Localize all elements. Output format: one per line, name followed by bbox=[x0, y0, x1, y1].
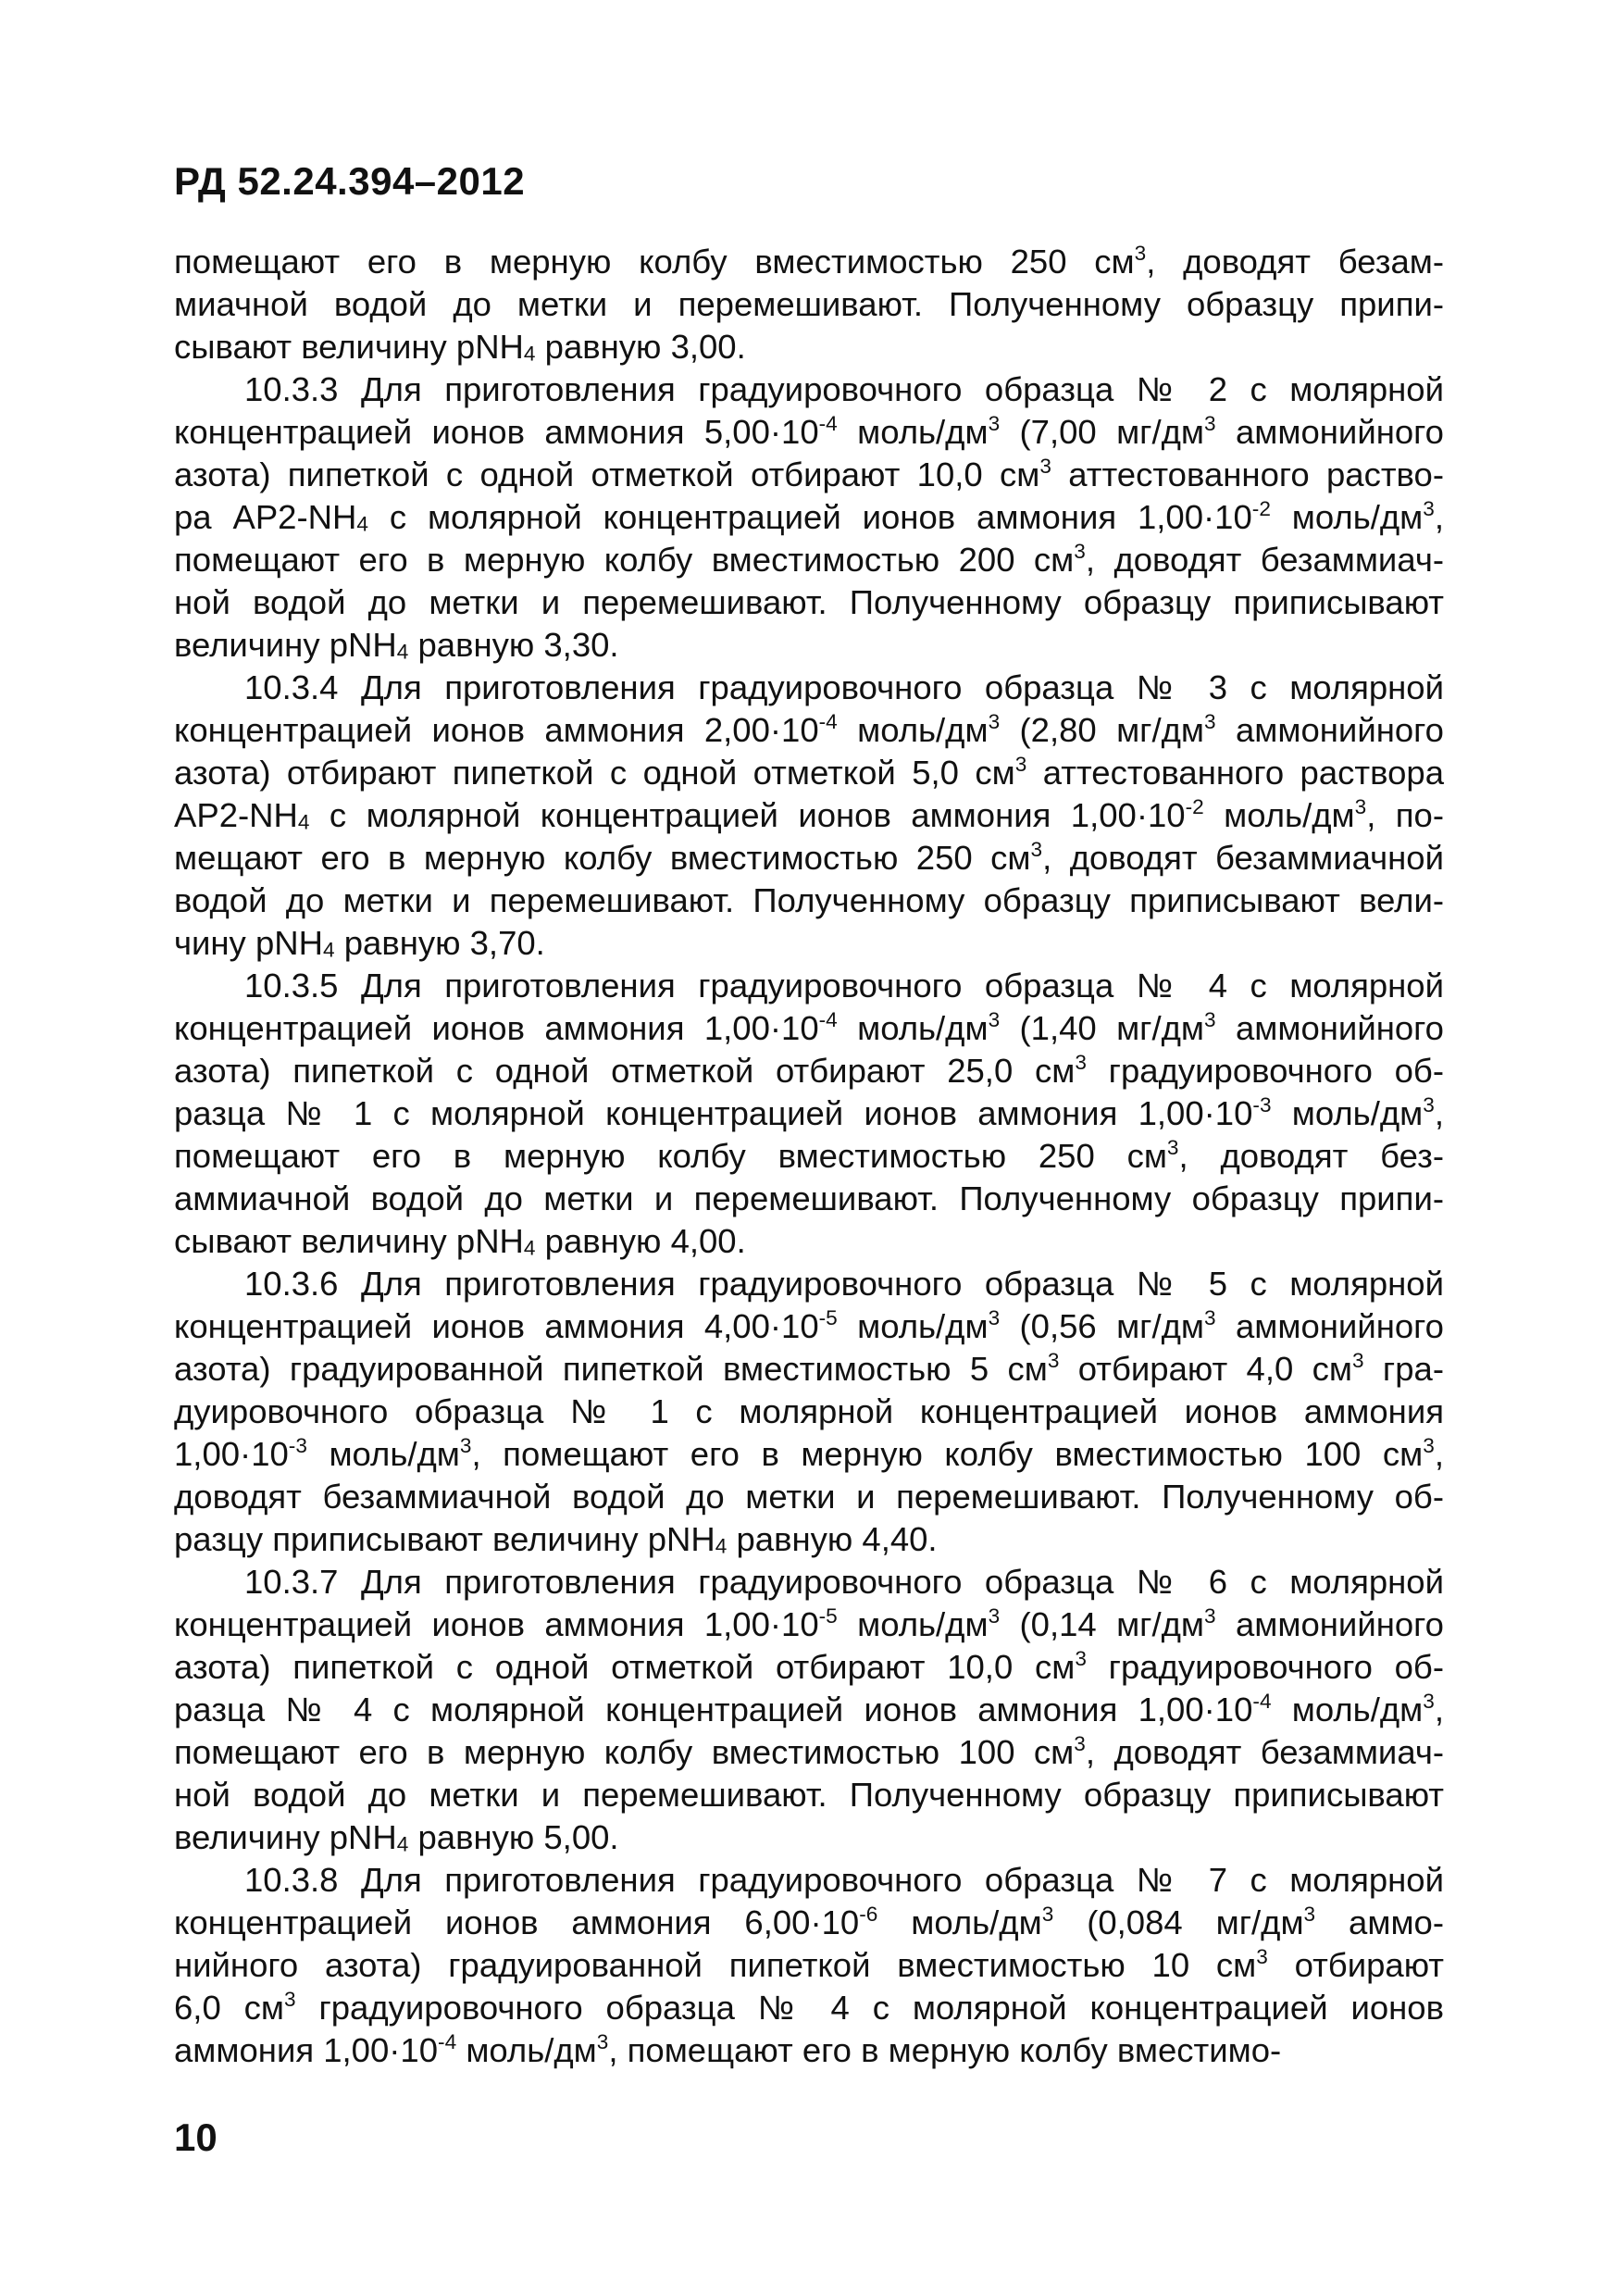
text-line: азота) пипеткой с одной отметкой отбирают 10,0 $см^3$ градуировочного об- bbox=[174, 1646, 1444, 1686]
text-line: азота) пипеткой с одной отметкой отбирают 25,0 $см^3$ градуировочного об- bbox=[174, 1050, 1444, 1090]
text-line: дуировочного образца № 1 с молярной концентрацией ионов аммония bbox=[174, 1392, 1444, 1430]
text-line: азота) пипеткой с одной отметкой отбирают 10,0 $см^3$ аттестованного раство- bbox=[174, 454, 1444, 493]
text-line: $АР2-NH_4$ с молярной концентрацией ионов аммония $1,00\cdot 10^{-2}$ моль/$дм^3$, по- bbox=[174, 794, 1444, 834]
text-line: разца № 4 с молярной концентрацией ионов аммония $1,00\cdot 10^{-4}$ моль/$дм^3$, bbox=[174, 1689, 1444, 1728]
text-line: 10.3.7 Для приготовления градуировочного образца № 6 с молярной bbox=[244, 1563, 1444, 1601]
text-line: 10.3.4 Для приготовления градуировочного образца № 3 с молярной bbox=[244, 668, 1444, 706]
text-line: ной водой до метки и перемешивают. Полученному образцу приписывают bbox=[174, 1776, 1444, 1814]
text-line: 10.3.3 Для приготовления градуировочного образца № 2 с молярной bbox=[244, 370, 1444, 408]
text-line: 10.3.8 Для приготовления градуировочного образца № 7 с молярной bbox=[244, 1861, 1444, 1899]
text-line: концентрацией ионов аммония $1,00\cdot 10^{-4}$ моль/$дм^3$ (1,40 $мг/дм^3$ аммонийного bbox=[174, 1007, 1444, 1047]
text-line: ра $АР2-NH_4$ с молярной концентрацией ионов аммония $1,00\cdot 10^{-2}$ моль/$дм^3$, bbox=[174, 496, 1444, 536]
text-line: аммония $1,00\cdot 10^{-4}$ моль/$дм^3$, помещают его в мерную колбу вместимо- bbox=[174, 2029, 1282, 2069]
text-line: миачной водой до метки и перемешивают. Полученному образцу припи- bbox=[174, 285, 1444, 323]
text-line: разца № 1 с молярной концентрацией ионов аммония $1,00\cdot 10^{-3}$ моль/$дм^3$, bbox=[174, 1092, 1444, 1132]
paragraph-10-3-3 bbox=[174, 368, 1444, 667]
text-line: чину pNH$_4$ равную 3,70. bbox=[174, 924, 545, 962]
text-line: ной водой до метки и перемешивают. Полученному образцу приписывают bbox=[174, 583, 1444, 621]
paragraph-10-3-6 bbox=[174, 1263, 1444, 1561]
text-line: водой до метки и перемешивают. Полученному образцу приписывают вели- bbox=[174, 881, 1444, 919]
text-line: величину pNH$_4$ равную 5,00. bbox=[174, 1818, 619, 1856]
text-line: 6,0 $см^3$ градуировочного образца № 4 с молярной концентрацией ионов bbox=[174, 1987, 1444, 2027]
text-line: $1,00\cdot 10^{-3}$ моль/$дм^3$, помещают его в мерную колбу вместимостью 100 $см^3$, bbox=[174, 1433, 1444, 1473]
text-line: доводят безаммиачной водой до метки и перемешивают. Полученному об- bbox=[174, 1478, 1444, 1516]
text-line: концентрацией ионов аммония $4,00\cdot 10^{-5}$ моль/$дм^3$ (0,56 $мг/дм^3$ аммонийного bbox=[174, 1305, 1444, 1345]
text-line: величину pNH$_4$ равную 3,30. bbox=[174, 626, 619, 664]
text-line: помещают его в мерную колбу вместимостью 100 $см^3$, доводят безаммиач- bbox=[174, 1731, 1444, 1771]
text-line: концентрацией ионов аммония $6,00\cdot 10^{-6}$ моль/$дм^3$ (0,084 $мг/дм^3$ аммо- bbox=[174, 1902, 1444, 1941]
text-line: помещают его в мерную колбу вместимостью 200 $см^3$, доводят безаммиач- bbox=[174, 539, 1444, 579]
text-line: концентрацией ионов аммония $2,00\cdot 10^{-4}$ моль/$дм^3$ (2,80 $мг/дм^3$ аммонийного bbox=[174, 709, 1444, 749]
text-line: помещают его в мерную колбу вместимостью 250 $см^3$, доводят без- bbox=[174, 1135, 1444, 1175]
paragraph-10-3-4 bbox=[174, 667, 1444, 965]
text-line: разцу приписывают величину pNH$_4$ равную 4,40. bbox=[174, 1520, 938, 1558]
text-line: азота) отбирают пипеткой с одной отметкой 5,0 $см^3$ аттестованного раствора bbox=[174, 752, 1444, 792]
text-line: мещают его в мерную колбу вместимостью 250 $см^3$, доводят безаммиачной bbox=[174, 837, 1444, 877]
text-line: аммиачной водой до метки и перемешивают. Полученному образцу припи- bbox=[174, 1179, 1444, 1217]
document-code-header: РД 52.24.394–2012 bbox=[174, 159, 526, 203]
paragraph-10-3-7 bbox=[174, 1561, 1444, 1859]
text-line: нийного азота) градуированной пипеткой вместимостью 10 $см^3$ отбирают bbox=[174, 1944, 1444, 1984]
paragraph-continuation bbox=[174, 241, 1444, 368]
text-line: сывают величину pNH$_4$ равную 4,00. bbox=[174, 1222, 746, 1260]
text-line: 10.3.6 Для приготовления градуировочного образца № 5 с молярной bbox=[244, 1265, 1444, 1303]
text-line: сывают величину pNH$_4$ равную 3,00. bbox=[174, 328, 746, 366]
body-text bbox=[174, 241, 1444, 2072]
text-line: 10.3.5 Для приготовления градуировочного образца № 4 с молярной bbox=[244, 967, 1444, 1004]
page-number: 10 bbox=[174, 2115, 218, 2159]
paragraph-10-3-5 bbox=[174, 965, 1444, 1263]
text-line: азота) градуированной пипеткой вместимостью 5 $см^3$ отбирают 4,0 $см^3$ гра- bbox=[174, 1348, 1444, 1388]
text-line: концентрацией ионов аммония $5,00\cdot 10^{-4}$ моль/$дм^3$ (7,00 $мг/дм^3$ аммонийного bbox=[174, 411, 1444, 451]
text-line: концентрацией ионов аммония $1,00\cdot 10^{-5}$ моль/$дм^3$ (0,14 $мг/дм^3$ аммонийного bbox=[174, 1603, 1444, 1643]
paragraph-10-3-8 bbox=[174, 1859, 1444, 2072]
text-line: помещают его в мерную колбу вместимостью 250 $см^3$, доводят безам- bbox=[174, 241, 1444, 281]
